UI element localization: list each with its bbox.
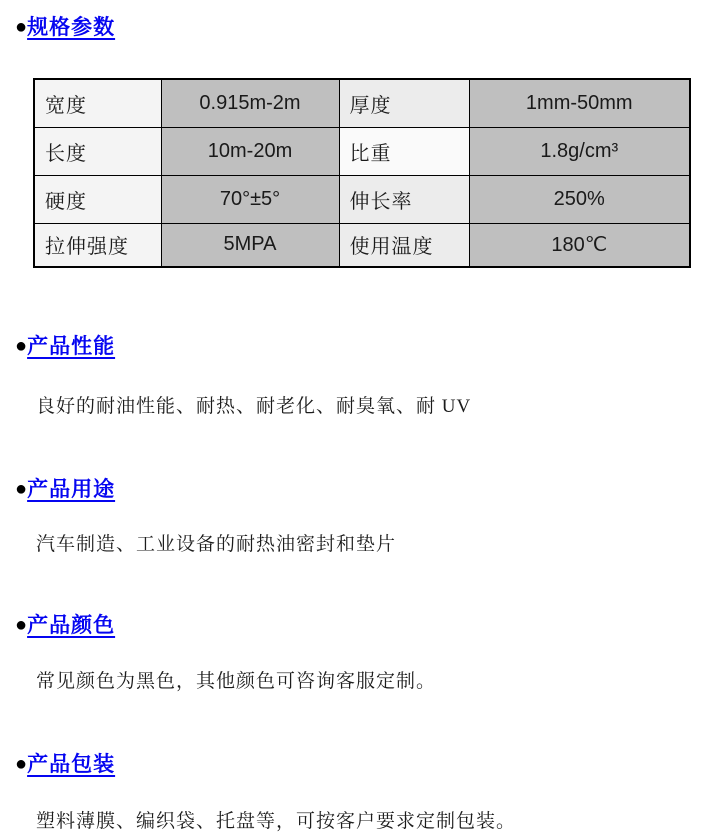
spec-label: 硬度 (34, 175, 161, 223)
section-title-specs: 规格参数 (27, 16, 116, 39)
section-title-packaging: 产品包装 (27, 753, 116, 776)
spec-value: 10m-20m (161, 127, 339, 175)
bullet-icon: ● (15, 478, 28, 500)
section-heading-performance (15, 333, 115, 360)
spec-label: 使用温度 (339, 223, 469, 267)
section-heading-color (15, 612, 115, 639)
bullet-icon: ● (15, 335, 28, 357)
spec-label: 拉伸强度 (34, 223, 161, 267)
bullet-icon: ● (15, 16, 28, 38)
bullet-icon: ● (15, 614, 28, 636)
color-text: 常见颜色为黑色，其他颜色可咨询客服定制。 (36, 671, 437, 692)
section-title-color: 产品颜色 (27, 614, 116, 637)
spec-label: 厚度 (339, 79, 469, 127)
section-heading-packaging (15, 751, 115, 778)
spec-value: 1.8g/cm³ (469, 127, 690, 175)
spec-label: 伸长率 (339, 175, 469, 223)
spec-table (33, 78, 691, 268)
section-heading-usage (15, 476, 115, 503)
section-heading-specs (15, 14, 115, 41)
spec-value: 1mm-50mm (469, 79, 690, 127)
spec-value: 70°±5° (161, 175, 339, 223)
spec-label: 比重 (339, 127, 469, 175)
spec-label: 宽度 (34, 79, 161, 127)
packaging-text: 塑料薄膜、编织袋、托盘等，可按客户要求定制包装。 (36, 811, 517, 832)
spec-value: 5MPA (161, 223, 339, 267)
table-row (34, 175, 690, 223)
section-title-performance: 产品性能 (27, 335, 116, 358)
bullet-icon: ● (15, 753, 28, 775)
table-row (34, 79, 690, 127)
spec-value: 180℃ (469, 223, 690, 267)
spec-label: 长度 (34, 127, 161, 175)
section-title-usage: 产品用途 (27, 478, 116, 501)
performance-text: 良好的耐油性能、耐热、耐老化、耐臭氧、耐 UV (36, 396, 472, 417)
spec-value: 250% (469, 175, 690, 223)
spec-value: 0.915m-2m (161, 79, 339, 127)
table-row (34, 223, 690, 267)
table-row (34, 127, 690, 175)
usage-text: 汽车制造、工业设备的耐热油密封和垫片 (36, 534, 397, 555)
